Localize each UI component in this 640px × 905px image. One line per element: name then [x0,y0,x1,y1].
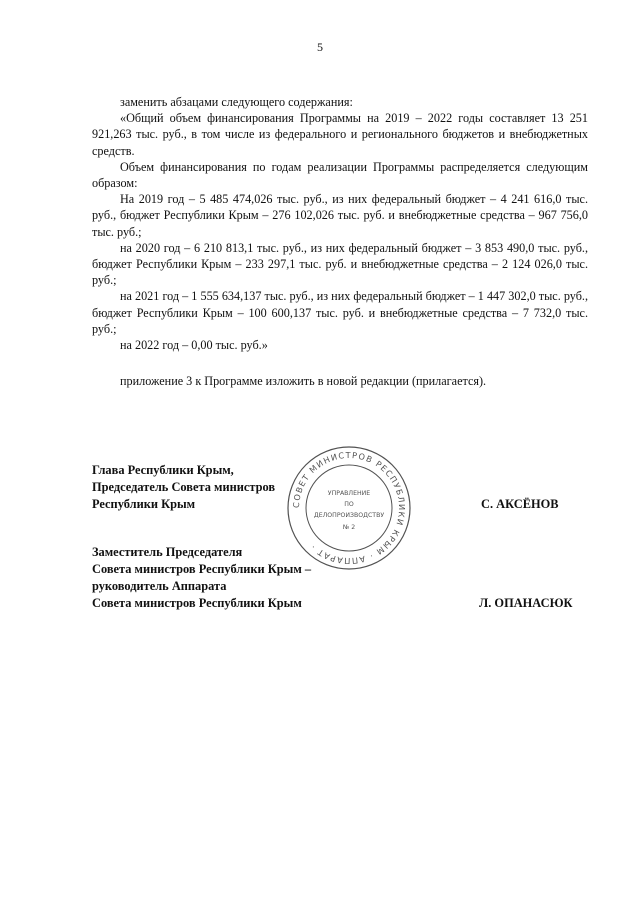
second-signatory-title [92,544,311,612]
signatory-title-line: Совета министров Республики Крым [92,596,302,610]
signatory-title-line: Заместитель Председателя [92,545,243,559]
paragraph-distribution: Объем финансирования по годам реализации Программы распределяется следующим образом: [92,159,588,191]
stamp-center-line: УПРАВЛЕНИЕ [327,490,371,497]
paragraph-total-funding: «Общий объем финансирования Программы на 2019 – 2022 годы составляет 13 251 921,263 тыс. руб., в том числе из федерального и регионального бюджетов и внебюджетных средств. [92,111,588,158]
official-stamp [286,445,412,571]
signatory-title-line: Глава Республики Крым, [92,463,234,477]
stamp-center-line: ДЕЛОПРОИЗВОДСТВУ [313,512,385,519]
page-number: 5 [317,40,323,54]
stamp-ring-text: СОВЕТ МИНИСТРОВ РЕСПУБЛИКИ КРЫМ · АППАРАТ · [290,449,408,567]
signatory-title-line: Республики Крым [92,497,196,511]
signatory-title-line: руководитель Аппарата [92,579,227,593]
signatory-title-line: Председатель Совета министров [92,480,276,494]
paragraph-2022: на 2022 год – 0,00 тыс. руб.» [120,338,268,353]
paragraph-2020: на 2020 год – 6 210 813,1 тыс. руб., из них федеральный бюджет – 3 853 490,0 тыс. руб., бюджет Республики Крым – 233 297,1 тыс. руб. и внебюджетные средства – 2 124 026,0 тыс. руб.; [92,240,588,288]
stamp-center-line: ПО [344,501,354,508]
paragraph-intro: заменить абзацами следующего содержания: [120,95,353,109]
stamp-inner-circle [306,465,392,551]
paragraph-2019: На 2019 год – 5 485 474,026 тыс. руб., из них федеральный бюджет – 4 241 616,0 тыс. руб., бюджет Республики Крым – 276 102,026 тыс. руб. и внебюджетные средства – 967 756,0 тыс. руб.; [92,192,588,239]
first-signatory-title [92,462,275,513]
paragraph-appendix: приложение 3 к Программе изложить в новой редакции (прилагается). [120,374,487,389]
signatory-title-line: Совета министров Республики Крым – [92,562,312,576]
document-body [92,94,588,389]
paragraph-2021: на 2021 год – 1 555 634,137 тыс. руб., из них федеральный бюджет – 1 447 302,0 тыс. руб., бюджет Республики Крым – 100 600,137 тыс. руб. и внебюджетные средства – 7 732,0 тыс. руб.; [92,289,588,336]
second-signatory-name: Л. ОПАНАСЮК [479,596,573,610]
first-signatory-name: С. АКСЁНОВ [481,497,559,511]
stamp-center-line: № 2 [342,524,356,531]
